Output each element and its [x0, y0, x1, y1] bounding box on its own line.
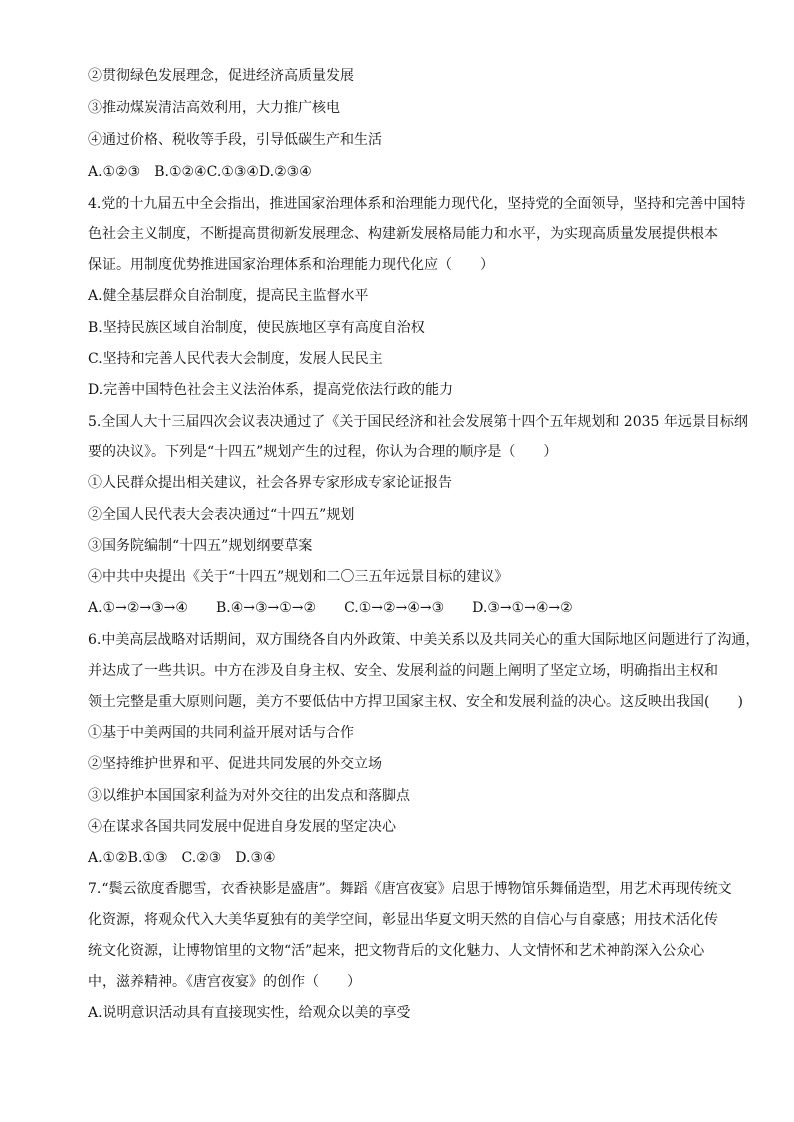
q6-stem-line-2: 并达成了一些共识。中方在涉及自身主权、安全、发展利益的问题上阐明了坚定立场，明确指出主权和 — [88, 663, 718, 679]
q3-choices: A.①②③ B.①②④C.①③④D.②③④ — [88, 164, 312, 180]
q4-stem-line-2: 色社会主义制度，不断提高贯彻新发展理念、构建新发展格局能力和水平，为实现高质量发展提供根本 — [88, 226, 718, 242]
q4-stem-line-3: 保证。用制度优势推进国家治理体系和治理能力现代化应（ ） — [88, 257, 494, 273]
q4-choice-a: A.健全基层群众自治制度，提高民主监督水平 — [88, 288, 369, 304]
q6-option-3: ③以维护本国国家利益为对外交往的出发点和落脚点 — [88, 788, 410, 804]
q5-choices: A.①→②→③→④ B.④→③→①→② C.①→②→④→③ D.③→①→④→② — [88, 600, 573, 616]
q4-choice-b: B.坚持民族区域自治制度，使民族地区享有高度自治权 — [88, 320, 425, 336]
q4-choice-d: D.完善中国特色社会主义法治体系，提高党依法行政的能力 — [88, 382, 454, 398]
q4-stem-line-1: 4.党的十九届五中全会指出，推进国家治理体系和治理能力现代化，坚持党的全面领导，坚持和完善中国特 — [88, 196, 746, 212]
q7-stem-line-2: 化资源，将观众代入大美华夏独有的美学空间，彰显出华夏文明天然的自信心与自豪感；用技术活化传 — [88, 912, 718, 928]
q6-option-1: ①基于中美两国的共同利益开展对话与合作 — [88, 725, 354, 741]
q7-choice-a: A.说明意识活动具有直接现实性，给观众以美的享受 — [88, 1005, 411, 1021]
q5-option-3: ③国务院编制“十四五”规划纲要草案 — [88, 538, 313, 554]
q3-option-4: ④通过价格、税收等手段，引导低碳生产和生活 — [88, 132, 382, 148]
q3-option-3: ③推动煤炭清洁高效利用，大力推广核电 — [88, 100, 340, 116]
q6-option-2: ②坚持维护世界和平、促进共同发展的外交立场 — [88, 756, 382, 772]
q5-option-1: ①人民群众提出相关建议，社会各界专家形成专家论证报告 — [88, 475, 452, 491]
q6-stem-line-3: 领土完整是重大原则问题，美方不要低估中方捍卫国家主权、安全和发展利益的决心。这反映出我国( ) — [88, 694, 743, 710]
q7-stem-line-4: 中，滋养精神。《唐宫夜宴》的创作（ ） — [88, 974, 361, 990]
q7-stem-line-3: 统文化资源，让博物馆里的文物“活”起来，把文物背后的文化魅力、人文情怀和艺术神韵深入公众心 — [88, 943, 705, 959]
q3-option-2: ②贯彻绿色发展理念，促进经济高质量发展 — [88, 68, 354, 84]
q6-stem-line-1: 6.中美高层战略对话期间，双方围绕各自内外政策、中美关系以及共同关心的重大国际地区问题进行了沟通， — [88, 632, 760, 648]
q5-stem-line-2: 要的决议》。下列是“十四五”规划产生的过程，你认为合理的顺序是（ ） — [88, 444, 558, 460]
q5-option-4: ④中共中央提出《关于“十四五”规划和二〇三五年远景目标的建议》 — [88, 569, 509, 585]
q5-stem-line-1: 5.全国人大十三届四次会议表决通过了《关于国民经济和社会发展第十四个五年规划和 2035 年远景目标纲 — [88, 414, 748, 430]
q4-choice-c: C.坚持和完善人民代表大会制度，发展人民民主 — [88, 351, 383, 367]
q5-option-2: ②全国人民代表大会表决通过“十四五”规划 — [88, 507, 355, 523]
q7-stem-line-1: 7.“鬓云欲度香腮雪，衣香袂影是盛唐”。舞蹈《唐宫夜宴》启思于博物馆乐舞俑造型，用艺术再现传统文 — [88, 881, 732, 897]
q6-choices: A.①②B.①③ C.②③ D.③④ — [88, 850, 276, 866]
q6-option-4: ④在谋求各国共同发展中促进自身发展的坚定决心 — [88, 819, 396, 835]
